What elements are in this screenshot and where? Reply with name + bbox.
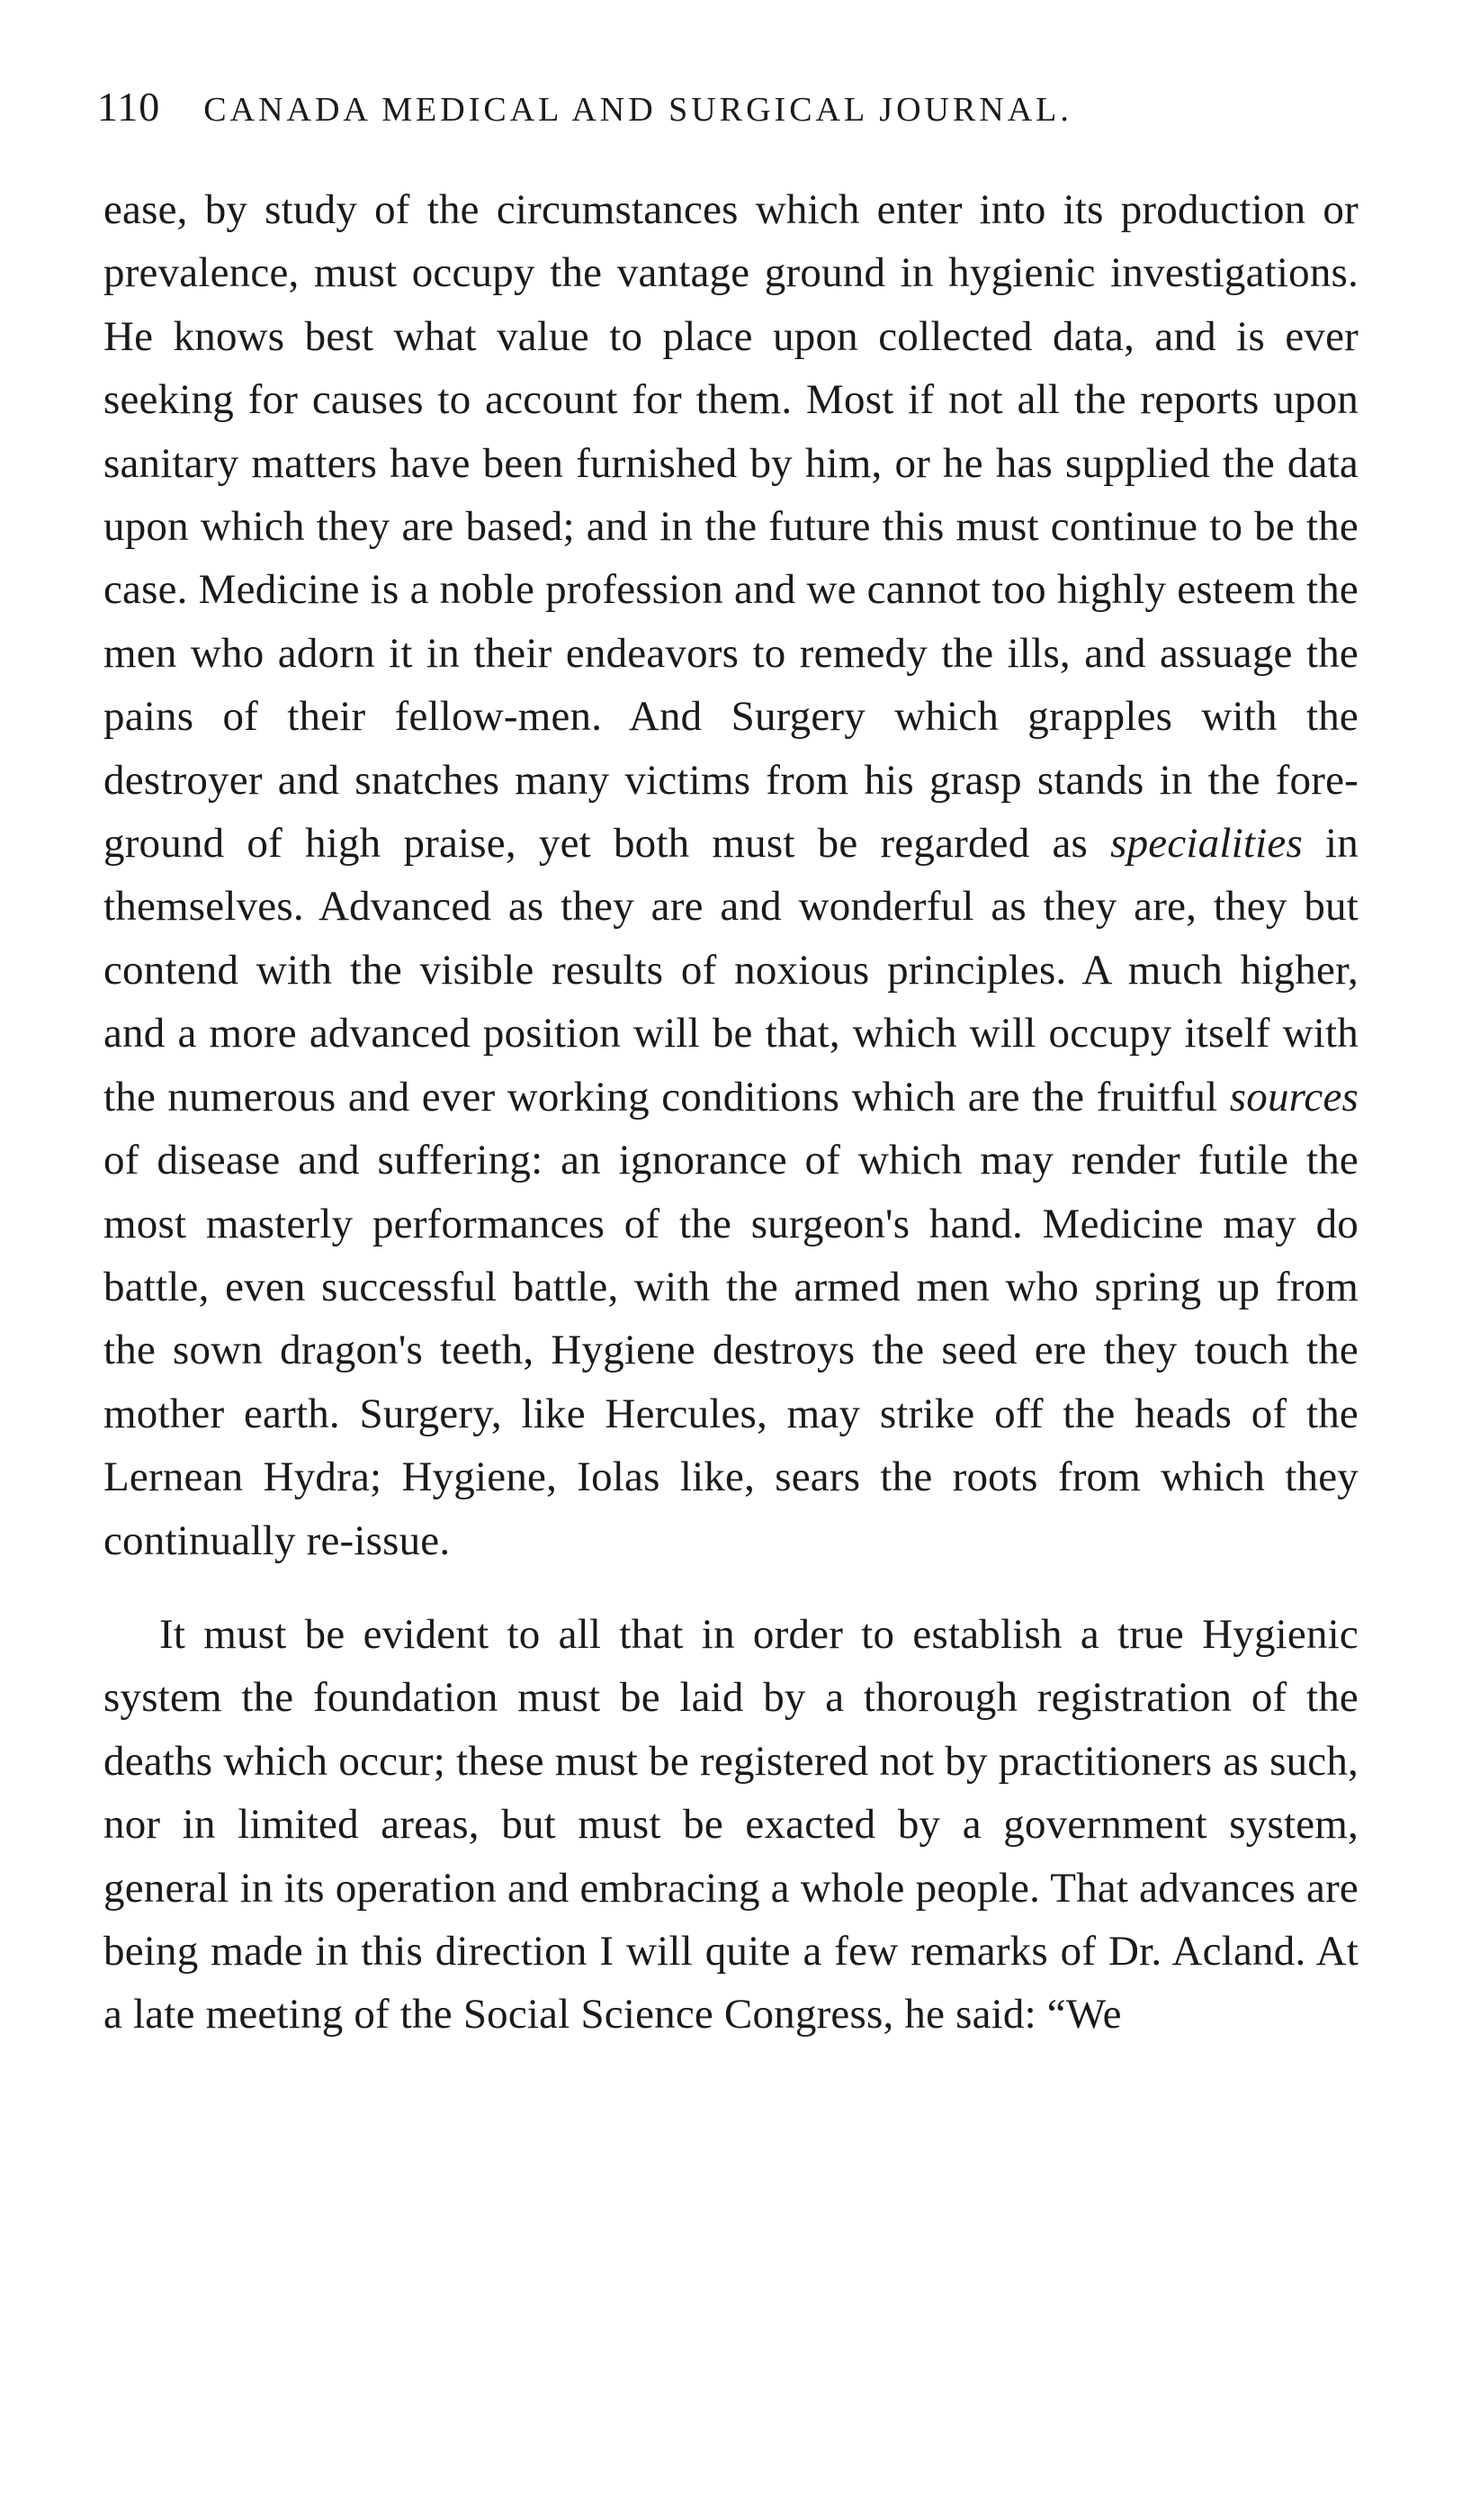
- paragraph-2: [103, 1603, 1359, 2047]
- text-segment: ease, by study of the circumstances which enter into its production or prevalence, must occupy the vantage ground in hygienic investigations. He knows best what value to place upon collected data, and is ever seeking for causes to account for them. Most if not all the reports upon sanitary matters have been furnished by him, or he has supplied the data upon which they are based; and in the future this must continue to be the case. Medicine is a noble profession and we cannot too highly esteem the men who adorn it in their endeavors to remedy the ills, and assuage the pains of their fellow-men. And Surgery which grapples with the destroyer and snatches many victims from his grasp stands in the fore-ground of high praise, yet both must be regarded as: [103, 186, 1359, 868]
- text-segment: of disease and suffering: an ignorance of which may render futile the most masterly performances of the surgeon's hand. Medicine may do battle, even successful battle, with the armed men who spring up from the sown dragon's teeth, Hygiene destroys the seed ere they touch the mother earth. Surgery, like Hercules, may strike off the heads of the Lernean Hydra; Hygiene, Iolas like, sears the roots from which they continually re-issue.: [103, 1137, 1359, 1564]
- page-header: [97, 83, 1375, 146]
- paragraph-1: [103, 178, 1359, 1572]
- text-segment: It must be evident to all that in order to establish a true Hygienic system the foundation must be laid by a thorough registration of the deaths which occur; these must be registered not by practitioners as such, nor in limited areas, but must be exacted by a government system, general in its operation and embracing a whole people. That advances are being made in this direction I will quite a few remarks of Dr. Acland. At a late meeting of the Social Science Congress, he said: “We: [103, 1610, 1359, 2038]
- running-title: CANADA MEDICAL AND SURGICAL JOURNAL.: [203, 91, 1072, 129]
- text-segment: in themselves. Advanced as they are and wonderful as they are, they but contend with the visible results of noxious principles. A much higher, and a more advanced position will be that, which will occupy itself with the numerous and ever working conditions which are the fruitful: [103, 820, 1359, 1120]
- italic-segment: sources: [1229, 1073, 1359, 1120]
- page-number: 110: [97, 84, 161, 130]
- italic-segment: specialities: [1110, 820, 1303, 868]
- article-body: [103, 178, 1359, 2047]
